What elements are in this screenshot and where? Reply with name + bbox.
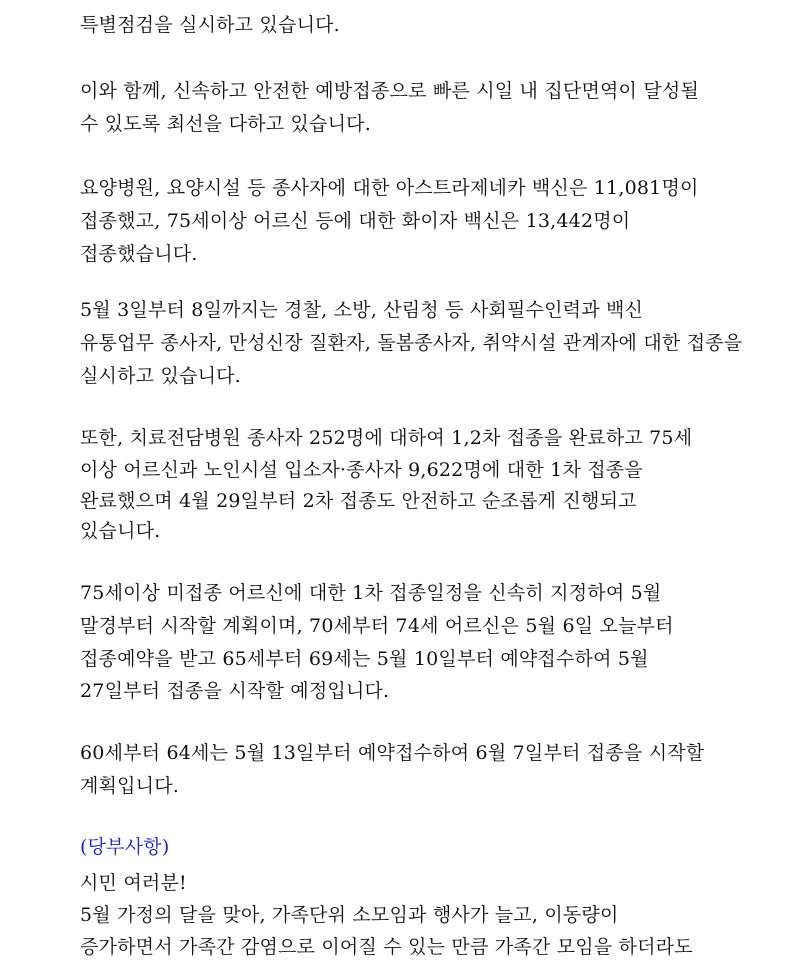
text-line: 수 있도록 최선을 다하고 있습니다. <box>80 113 371 135</box>
text-line: 접종했습니다. <box>80 243 198 265</box>
text-line: 60세부터 64세는 5월 13일부터 예약접수하여 6월 7일부터 접종을 시작할 <box>80 742 705 764</box>
text-line: 접종했고, 75세이상 어르신 등에 대한 화이자 백신은 13,442명이 <box>80 210 631 232</box>
text-line: 증가하면서 가족간 감염으로 이어질 수 있는 만큼 가족간 모임을 하더라도 <box>80 936 693 958</box>
section-heading: (당부사항) <box>80 836 170 858</box>
text-line: 이와 함께, 신속하고 안전한 예방접종으로 빠른 시일 내 집단면역이 달성될 <box>80 80 700 102</box>
text-line: 또한, 치료전담병원 종사자 252명에 대하여 1,2차 접종을 완료하고 75세 <box>80 427 693 449</box>
text-line: 요양병원, 요양시설 등 종사자에 대한 아스트라제네카 백신은 11,081명이 <box>80 177 699 199</box>
text-line: 이상 어르신과 노인시설 입소자·종사자 9,622명에 대한 1차 접종을 <box>80 459 643 481</box>
text-line: 접종예약을 받고 65세부터 69세는 5월 10일부터 예약접수하여 5월 <box>80 648 649 670</box>
text-line: 5월 가정의 달을 맞아, 가족단위 소모임과 행사가 늘고, 이동량이 <box>80 904 619 926</box>
text-line: 있습니다. <box>80 520 161 542</box>
text-line: 유통업무 종사자, 만성신장 질환자, 돌봄종사자, 취약시설 관계자에 대한 접종을 <box>80 332 743 354</box>
text-line: 특별점검을 실시하고 있습니다. <box>80 14 340 36</box>
text-line: 계획입니다. <box>80 775 180 797</box>
text-line: 27일부터 접종을 시작할 예정입니다. <box>80 680 390 702</box>
text-line: 말경부터 시작할 계획이며, 70세부터 74세 어르신은 5월 6일 오늘부터 <box>80 615 674 637</box>
text-line: 완료했으며 4월 29일부터 2차 접종도 안전하고 순조롭게 진행되고 <box>80 490 637 512</box>
text-line: 실시하고 있습니다. <box>80 365 241 387</box>
text-line: 5월 3일부터 8일까지는 경찰, 소방, 산림청 등 사회필수인력과 백신 <box>80 299 644 321</box>
text-line: 시민 여러분! <box>80 872 187 894</box>
text-line: 75세이상 미접종 어르신에 대한 1차 접종일정을 신속히 지정하여 5월 <box>80 582 662 604</box>
